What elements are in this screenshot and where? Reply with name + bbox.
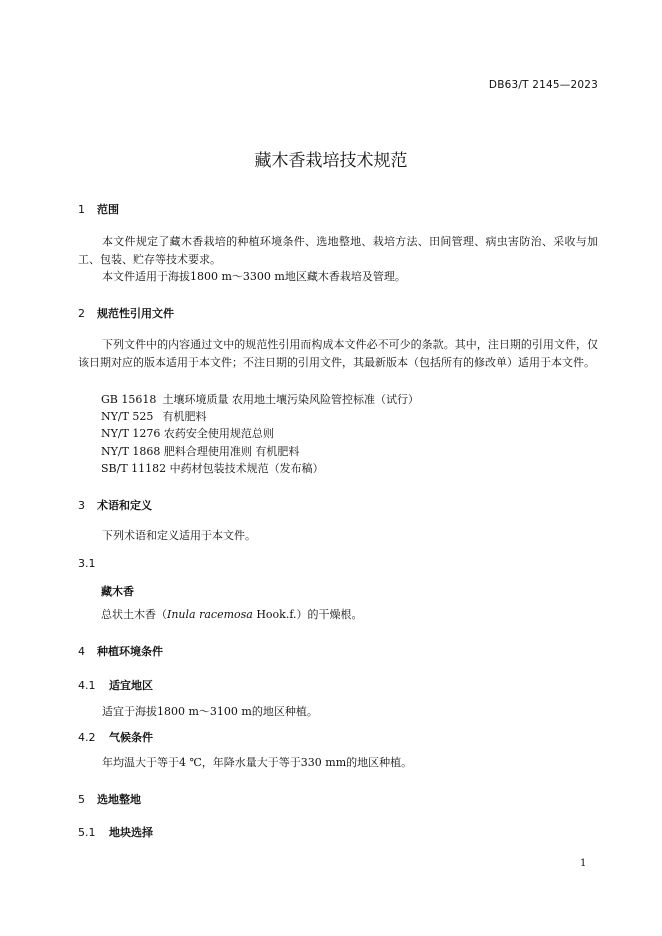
reference-code: SB/T 11182: [101, 462, 167, 475]
section-3-paragraph-1: 下列术语和定义适用于本文件。: [102, 529, 256, 542]
section-title: 选地整地: [97, 793, 141, 806]
definition-text-b: Hook.f.）的干燥根。: [252, 608, 363, 621]
reference-name: 土壤环境质量 农用地土壤污染风险管控标准（试行）: [162, 393, 419, 406]
clause-4-2-heading: [78, 729, 153, 745]
reference-item: [101, 443, 299, 459]
section-title: 术语和定义: [97, 499, 152, 512]
section-number: 1: [78, 203, 85, 216]
section-3-heading: [78, 497, 152, 513]
reference-item: [101, 391, 419, 407]
page-number: 1: [580, 858, 587, 869]
term-3-1-definition: [101, 606, 581, 624]
section-4-heading: [78, 643, 163, 659]
section-title: 种植环境条件: [97, 645, 163, 658]
clause-title: 气候条件: [109, 731, 153, 744]
reference-item: [101, 460, 324, 476]
standard-number: DB63/T 2145—2023: [488, 79, 598, 91]
clause-number: 4.2: [78, 731, 96, 744]
term-3-1-name: 藏木香: [101, 585, 134, 598]
section-number: 4: [78, 645, 85, 658]
section-number: 2: [78, 307, 85, 320]
reference-code: NY/T 1868: [101, 445, 161, 458]
clause-5-1-heading: [78, 824, 153, 840]
term-3-1-number: [78, 557, 109, 570]
clause-4-1-heading: [78, 677, 153, 693]
reference-item: [101, 425, 274, 441]
reference-name: 中药材包装技术规范（发布稿）: [169, 462, 324, 475]
clause-4-1-paragraph: 适宜于海拔1800 m～3100 m的地区种植。: [102, 705, 318, 718]
section-5-heading: [78, 791, 141, 807]
reference-item: [101, 408, 207, 424]
definition-text-a: 总状土木香（: [101, 608, 167, 621]
document-title: 藏木香栽培技术规范: [254, 151, 408, 171]
reference-code: NY/T 1276: [101, 427, 161, 440]
section-title: 规范性引用文件: [97, 307, 174, 320]
reference-name: 有机肥料: [162, 410, 207, 423]
section-2-paragraph-1: 下列文件中的内容通过文中的规范性引用而构成本文件必不可少的条款。其中，注日期的引用文件，仅该日期对应的版本适用于本文件；不注日期的引用文件，其最新版本（包括所有的修改单）适用于本文件。: [78, 338, 598, 369]
section-number: 5: [78, 793, 85, 806]
clause-number: 5.1: [78, 826, 96, 839]
section-1-paragraph-2: 本文件适用于海拔1800 m～3300 m地区藏木香栽培及管理。: [102, 270, 406, 283]
clause-number: 4.1: [78, 679, 96, 692]
clause-title: 适宜地区: [109, 679, 153, 692]
reference-name: 肥料合理使用准则 有机肥料: [163, 445, 300, 458]
section-number: 3: [78, 499, 85, 512]
reference-code: GB 15618: [101, 393, 157, 406]
section-title: 范围: [97, 203, 119, 216]
section-2-heading: [78, 305, 174, 321]
clause-4-2-paragraph: 年均温大于等于4 ℃，年降水量大于等于330 mm的地区种植。: [102, 756, 413, 769]
section-1-paragraph-1: 本文件规定了藏木香栽培的种植环境条件、选地整地、栽培方法、田间管理、病虫害防治、采收与加工、包装、贮存等技术要求。: [78, 235, 598, 266]
clause-number: 3.1: [78, 557, 96, 570]
reference-code: NY/T 525: [101, 410, 154, 423]
reference-name: 农药安全使用规范总则: [163, 427, 274, 440]
section-1-heading: [78, 201, 119, 217]
latin-name: Inula racemosa: [167, 608, 253, 621]
clause-title: 地块选择: [109, 826, 153, 839]
